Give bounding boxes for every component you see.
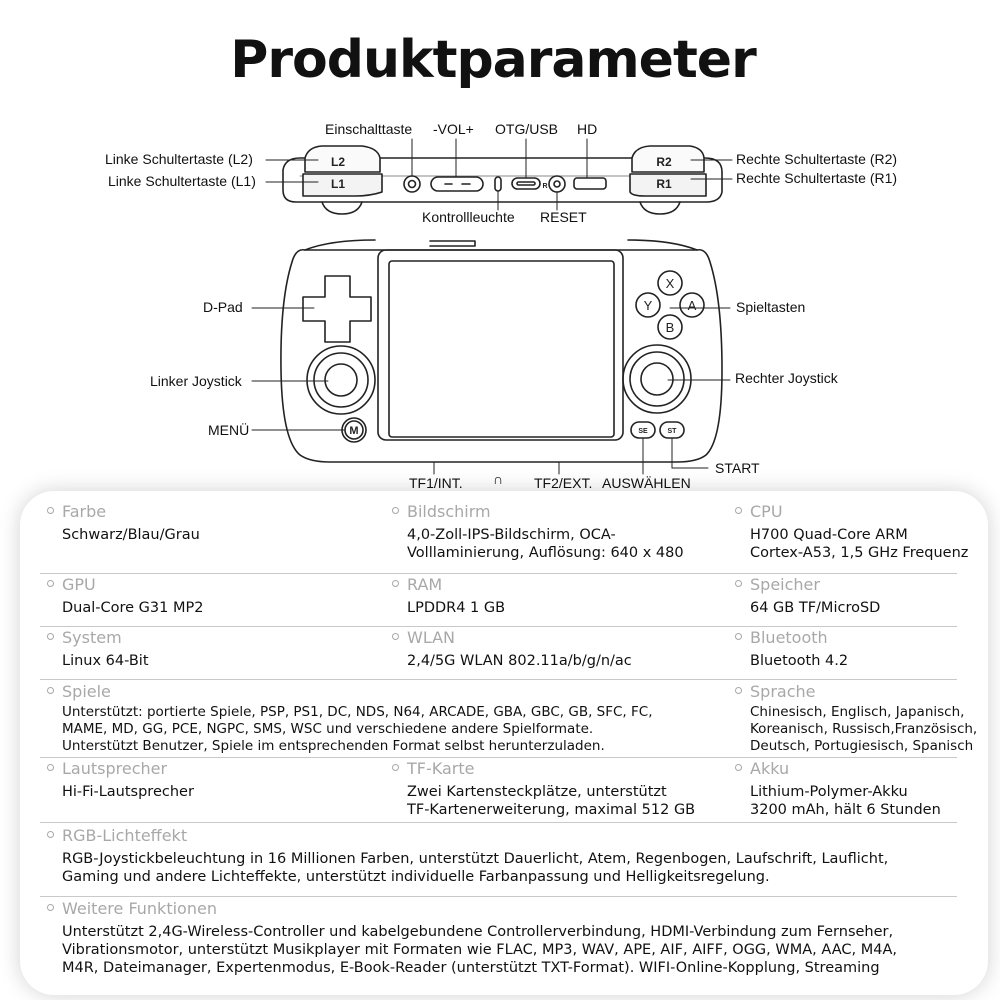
spec-label: RGB-Lichteffekt (62, 826, 188, 845)
spec-value: Bluetooth 4.2 (750, 653, 849, 669)
spec-label: Weitere Funktionen (62, 899, 217, 918)
label-menu: MENÜ (208, 422, 250, 438)
label-indicator: Kontrollleuchte (422, 209, 515, 225)
spec-value: 2,4/5G WLAN 802.11a/b/g/n/ac (407, 653, 632, 669)
spec-value: Hi-Fi-Lautsprecher (62, 784, 194, 800)
label-hd: HD (577, 121, 598, 137)
spec-spiele (47, 682, 653, 755)
headphone-icon: ∩ (493, 471, 504, 487)
spec-label: Bildschirm (407, 502, 491, 521)
spec-value: 4,0-Zoll-IPS-Bildschirm, OCA- Volllaminierung, Auflösung: 640 x 480 (407, 527, 684, 561)
spec-akku (735, 759, 941, 819)
spec-weitere (47, 899, 897, 977)
l2-mark: L2 (330, 155, 346, 169)
spec-label: CPU (750, 502, 783, 521)
reset-mark: R (542, 183, 548, 190)
spec-label: Sprache (750, 682, 816, 701)
label-right-stick: Rechter Joystick (735, 370, 838, 386)
spec-sprache (735, 682, 977, 755)
label-tf1: TF1/INT. (409, 475, 463, 491)
spec-ram (392, 575, 505, 617)
device-diagram (0, 0, 1000, 492)
spec-value: H700 Quad-Core ARM Cortex-A53, 1,5 GHz Frequenz (750, 527, 969, 561)
label-tf2: TF2/EXT. (534, 475, 593, 491)
spec-label: Bluetooth (750, 628, 828, 647)
label-start: START (715, 460, 760, 476)
label-l2: Linke Schultertaste (L2) (105, 151, 253, 167)
row-divider (40, 626, 957, 627)
r1-mark: R1 (656, 177, 672, 191)
label-otg: OTG/USB (495, 121, 559, 137)
spec-value: Lithium-Polymer-Akku 3200 mAh, hält 6 Stunden (750, 784, 941, 818)
label-power: Einschalttaste (325, 121, 413, 137)
row-divider (40, 822, 957, 823)
spec-value: Unterstützt 2,4G-Wireless-Controller und kabelgebundene Controllerverbindung, HDMI-Verbindung zum Fernseher, Vibrationsmotor, unterstützt Musikplayer mit Formaten wie FLAC, MP3, WAV, APE, AIF, AIFF, OGG, WMA, AAC, M4A, M4R, Dateimanager, Expertenmodus, E-Book-Reader (unterstützt TXT-Format). WIFI-Online-Kopplung, Streaming (62, 924, 897, 976)
spec-tf-karte (392, 759, 695, 819)
spec-farbe (47, 502, 200, 544)
spec-value: 64 GB TF/MicroSD (750, 600, 881, 616)
spec-value: Zwei Kartensteckplätze, unterstützt TF-Kartenerweiterung, maximal 512 GB (407, 784, 696, 818)
spec-value: Dual-Core G31 MP2 (62, 600, 204, 616)
spec-label: TF-Karte (407, 759, 475, 778)
spec-wlan (392, 628, 632, 670)
row-divider (40, 896, 957, 897)
label-volume: -VOL+ (433, 121, 474, 137)
label-r1: Rechte Schultertaste (R1) (736, 170, 898, 186)
spec-value: Unterstützt: portierte Spiele, PSP, PS1, DC, NDS, N64, ARCADE, GBA, GBC, GB, SFC, FC, MAME, MD, GG, PCE, NGPC, SMS, WSC und verschiedene andere Spielformate. Unterstützt Benutzer, Spiele im entsprechenden Format selbst herunterzuladen. (62, 704, 653, 754)
row-divider (40, 757, 957, 758)
spec-gpu (47, 575, 203, 617)
spec-bluetooth (735, 628, 848, 670)
spec-value: Schwarz/Blau/Grau (62, 527, 200, 543)
spec-label: Akku (750, 759, 790, 778)
label-dpad: D-Pad (203, 299, 243, 315)
spec-system (47, 628, 149, 670)
spec-label: RAM (407, 575, 443, 594)
b-button-mark: B (665, 320, 675, 335)
spec-label: Farbe (62, 502, 107, 521)
label-l1: Linke Schultertaste (L1) (108, 173, 256, 189)
select-button-mark: SE (638, 428, 648, 435)
spec-label: GPU (62, 575, 96, 594)
spec-value: LPDDR4 1 GB (407, 600, 506, 616)
spec-bildschirm (392, 502, 684, 562)
label-r2: Rechte Schultertaste (R2) (736, 151, 898, 167)
menu-button-mark: M (349, 425, 359, 437)
spec-lautsprecher (47, 759, 194, 801)
label-reset: RESET (540, 209, 587, 225)
spec-value: RGB-Joystickbeleuchtung in 16 Millionen Farben, unterstützt Dauerlicht, Atem, Regenbogen, Laufschrift, Lauflicht, Gaming und andere Lichteffekte, unterstützt individuelle Farbanpassung und Helligkeitsregelung. (62, 851, 889, 885)
label-action-buttons: Spieltasten (736, 299, 806, 315)
spec-label: Lautsprecher (62, 759, 168, 778)
row-divider (40, 679, 957, 680)
spec-cpu (735, 502, 968, 562)
label-select: AUSWÄHLEN (602, 475, 691, 491)
spec-label: System (62, 628, 122, 647)
device-front-view (281, 240, 722, 462)
x-button-mark: X (665, 276, 675, 291)
l1-mark: L1 (330, 177, 346, 191)
spec-value: Linux 64-Bit (62, 653, 149, 669)
spec-label: Speicher (750, 575, 820, 594)
start-button-mark: ST (667, 428, 677, 435)
spec-speicher (735, 575, 880, 617)
r2-mark: R2 (656, 155, 672, 169)
row-divider (40, 573, 957, 574)
spec-label: Spiele (62, 682, 111, 701)
spec-value: Chinesisch, Englisch, Japanisch, Koreanisch, Russisch,Französisch, Deutsch, Portugiesisch, Spanisch (750, 704, 978, 754)
y-button-mark: Y (643, 298, 653, 313)
page-title: Produktparameter (230, 30, 756, 90)
label-left-stick: Linker Joystick (150, 373, 242, 389)
spec-rgb (47, 826, 888, 886)
a-button-mark: A (687, 298, 697, 313)
spec-label: WLAN (407, 628, 456, 647)
